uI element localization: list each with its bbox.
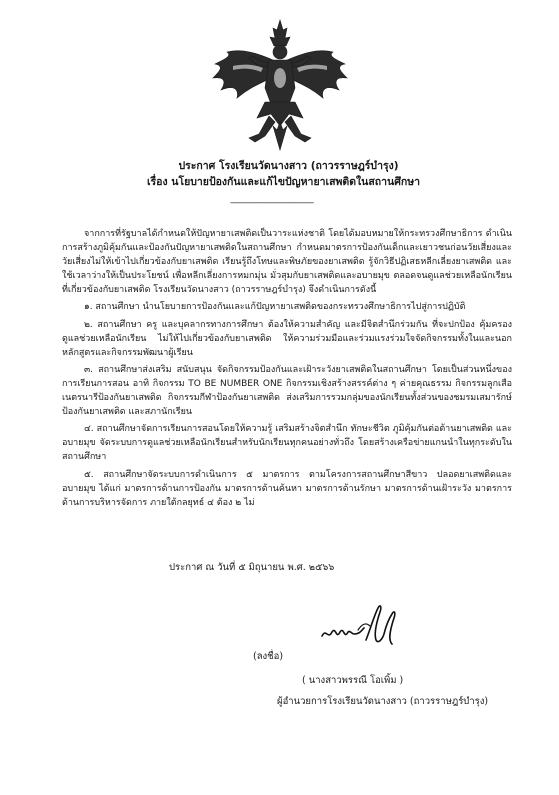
announcement-title: ประกาศ โรงเรียนวัดนางสาว (ถาวรราษฎร์บำรุง) xyxy=(178,160,399,172)
intro-paragraph: จากการที่รัฐบาลได้กำหนดให้ปัญหายาเสพติดเป็นวาระแห่งชาติ โดยได้มอบหมายให้กระทรวงศึกษาธิการ ดำเนินการสร้างภูมิคุ้มกันและป้องกันปัญหายาเสพติดในสถานศึกษา กำหนดมาตรการป้องกันเด็กและเยาวชนก่อนวัยเสี่ยงและวัยเสี่ยงไม่ให้เข้าไปเกี่ยวข้องกับยาเสพติด เรียนรู้ถึงโทษและพิษภัยของยาเสพติด รู้จักวิธีปฏิเสธหลีกเลี่ยงยาเสพติด และใช้เวลาว่างให้เป็นประโยชน์ เพื่อหลีกเลี่ยงการหมกมุ่น มั่วสุมกับยาเสพติดและอบายมุข ตลอดจนดูแลช่วยเหลือนักเรียนที่เกี่ยวข้องกับยาเสพติด โรงเรียนวัดนางสาว (ถาวรราษฎร์บำรุง) จึงดำเนินการดังนี้ xyxy=(62,229,512,296)
policy-item-1: ๑. สถานศึกษา นำนโยบายการป้องกันและแก้ปัญหายาเสพติดของกระทรวงศึกษาธิการไปสู่การปฏิบัติ xyxy=(84,302,466,313)
signer-position: ผู้อำนวยการโรงเรียนวัดนางสาว (ถาวรราษฎร์บำรุง) xyxy=(277,696,489,707)
signer-name: ( นางสาวพรรณี โอเพิ้ม ) xyxy=(302,675,404,686)
policy-item-3: ๓. สถานศึกษาส่งเสริม สนับสนุน จัดกิจกรรมป้องกันและเฝ้าระวังยาเสพติดในสถานศึกษา โดยเป็นส่วนหนึ่งของการเรียนการสอน อาทิ กิจกรรม TO BE NUMBER ONE กิจกรรมเชิงสร้างสรรค์ต่าง ๆ ค่ายคุณธรรม กิจกรรมลูกเสือเนตรนารีป้องกันยาเสพติด กิจกรรมกีฬาป้องกันยาเสพติด ส่งเสริมการรวมกลุ่มของนักเรียนทั้งส่วนของชมรมเสมารักษ์ป้องกันยาเสพติด และสภานักเรียน xyxy=(62,364,512,418)
handwritten-signature-icon xyxy=(318,600,410,652)
title-divider: ------------------------------------- xyxy=(230,198,314,208)
garuda-emblem-icon xyxy=(209,18,351,152)
policy-item-5: ๕. สถานศึกษาจัดระบบการดำเนินการ ๕ มาตรการ ตามโครงการสถานศึกษาสีขาว ปลอดยาเสพติดและอบายมุข ได้แก่ มาตรการด้านการป้องกัน มาตรการด้านค้นหา มาตรการด้านรักษา มาตรการด้านเฝ้าระวัง มาตรการด้านการบริหารจัดการ ภายใต้กลยุทธ์ ๔ ต้อง ๒ ไม่ xyxy=(62,469,512,508)
announcement-heading xyxy=(0,158,559,190)
announcement-date: ประกาศ ณ วันที่ ๕ มิถุนายน พ.ศ. ๒๕๖๖ xyxy=(169,562,335,573)
policy-item-4: ๔. สถานศึกษาจัดการเรียนการสอนโดยให้ความรู้ เสริมสร้างจิตสำนึก ทักษะชีวิต ภูมิคุ้มกันต่อต้านยาเสพติด และอบายมุข จัดระบบการดูแลช่วยเหลือนักเรียนสำหรับนักเรียนทุกคนอย่างทั่วถึง โดยสร้างเครือข่ายแกนนำในทุกระดับในสถานศึกษา xyxy=(62,424,512,463)
announcement-subject: เรื่อง นโยบายป้องกันและแก้ไขปัญหายาเสพติดในสถานศึกษา xyxy=(146,176,421,188)
policy-item-2: ๒. สถานศึกษา ครู และบุคลากรทางการศึกษา ต้องให้ความสำคัญ และมีจิตสำนึกร่วมกัน ที่จะปกป้อง คุ้มครอง ดูแลช่วยเหลือนักเรียน ไม่ให้ไปเกี่ยวข้องกับยาเสพติด ให้ความร่วมมือและร่วมแรงร่วมใจจัดกิจกรรมทั้งในและนอกหลักสูตรและกิจกรรมพัฒนาผู้เรียน xyxy=(62,319,512,358)
announcement-body xyxy=(62,227,512,513)
signature-label: (ลงชื่อ) xyxy=(253,651,284,662)
